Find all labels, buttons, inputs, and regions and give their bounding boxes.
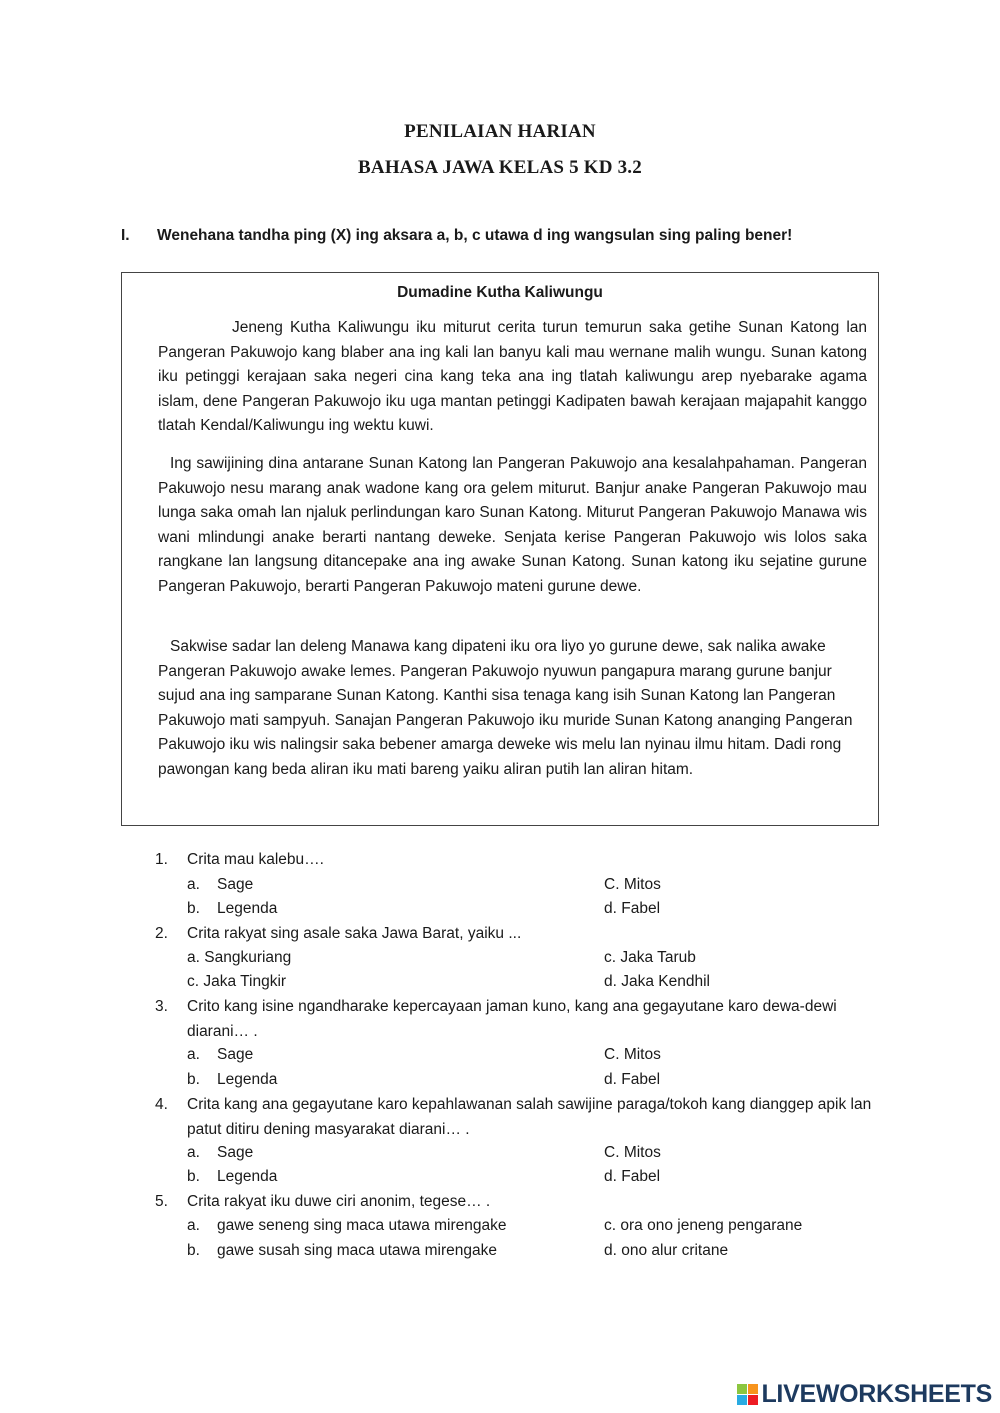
- option-letter: a.: [187, 876, 200, 893]
- option-letter: b.: [187, 1071, 200, 1088]
- option-letter: a.: [187, 949, 200, 966]
- option-3b[interactable]: [187, 1068, 277, 1093]
- instruction: [121, 227, 881, 245]
- option-letter: a.: [187, 1217, 200, 1234]
- question-text: Crita rakyat iku duwe ciri anonim, tegese… .: [187, 1193, 491, 1210]
- question-number: 5.: [155, 1193, 168, 1210]
- option-letter: c.: [604, 1217, 617, 1234]
- option-4c[interactable]: [604, 1141, 661, 1166]
- option-letter: a.: [187, 1046, 200, 1063]
- question-number: 1.: [155, 851, 168, 868]
- option-text: Fabel: [621, 900, 661, 917]
- option-3c[interactable]: [604, 1043, 661, 1068]
- option-letter: d.: [604, 1242, 617, 1259]
- option-5b[interactable]: [187, 1239, 497, 1264]
- option-text: Mitos: [623, 1144, 661, 1161]
- option-4b[interactable]: [187, 1165, 277, 1190]
- option-text: gawe susah sing maca utawa mirengake: [217, 1242, 498, 1259]
- story-paragraph-1: Jeneng Kutha Kaliwungu iku miturut cerita turun temurun saka getihe Sunan Katong lan Pangeran Pakuwojo kang blaber ana ing kali lan banyu kali mau wernane malih wungu. Sunan katong iku petinggi kerajaan saka negeri cina kang teka ana ing tlatah kaliwungu arep nyebarake agama islam, dene Pangeran Pakuwojo iku uga mantan petinggi Kadipaten bawah kerajaan majapahit kanggo tlatah Kendal/Kaliwungu ing wektu kuwi.: [158, 319, 867, 434]
- option-5c[interactable]: [604, 1214, 802, 1239]
- option-1a[interactable]: [187, 873, 253, 898]
- option-2c-alt[interactable]: [187, 970, 286, 995]
- question-text: Crita mau kalebu….: [187, 851, 324, 868]
- option-letter: d.: [604, 1168, 617, 1185]
- instruction-number: I.: [121, 227, 130, 244]
- option-text: Sage: [217, 1144, 254, 1161]
- question-number: 4.: [155, 1096, 168, 1113]
- option-2c[interactable]: [604, 946, 696, 971]
- option-text: Fabel: [621, 1071, 661, 1088]
- option-text: ono alur critane: [621, 1242, 729, 1259]
- option-letter: d.: [604, 900, 617, 917]
- option-text: Legenda: [217, 1168, 278, 1185]
- option-text: Mitos: [623, 1046, 661, 1063]
- option-letter: b.: [187, 900, 200, 917]
- page-title: PENILAIAN HARIAN: [404, 121, 596, 142]
- question-number: 2.: [155, 925, 168, 942]
- option-letter: C.: [604, 1144, 620, 1161]
- logo-text: LIVEWORKSHEETS: [761, 1379, 992, 1408]
- option-letter: c.: [187, 973, 200, 990]
- question-text: Crita kang ana gegayutane karo kepahlawanan salah sawijine paraga/tokoh kang dianggep apik lan patut ditiru dening masyarakat diarani… .: [187, 1096, 872, 1138]
- option-text: Legenda: [217, 900, 278, 917]
- option-4d[interactable]: [604, 1165, 660, 1190]
- question-text: Crita rakyat sing asale saka Jawa Barat, yaiku ...: [187, 925, 522, 942]
- story-box: [121, 272, 879, 826]
- page-subtitle: BAHASA JAWA KELAS 5 KD 3.2: [358, 157, 642, 178]
- option-text: Fabel: [621, 1168, 661, 1185]
- option-5a[interactable]: [187, 1214, 507, 1239]
- question-number: 3.: [155, 998, 168, 1015]
- instruction-text: Wenehana tandha ping (X) ing aksara a, b, c utawa d ing wangsulan sing paling bener!: [157, 227, 793, 244]
- story-paragraph-3: Sakwise sadar lan deleng Manawa kang dipateni iku ora liyo yo gurune dewe, sak nalika awake Pangeran Pakuwojo awake lemes. Pangeran Pakuwojo nyuwun pangapura marang gurune banjur sujud ana ing samparane Sunan Katong. Kanthi sisa tenaga kang isih Sunan Katong lan Pangeran Pakuwojo mati sampyuh. Sanajan Pangeran Pakuwojo iku muride Sunan Katong ananging Pangeran Pakuwojo iku wis nalingsir saka bebener amarga deweke wis melu lan nyinau ilmu hitam. Dadi rong pawongan kang beda aliran iku mati bareng yaiku aliran putih lan aliran hitam.: [158, 638, 853, 778]
- option-3a[interactable]: [187, 1043, 253, 1068]
- question-text: Crito kang isine ngandharake kepercayaan jaman kuno, kang ana gegayutane karo dewa-dewi diarani… .: [187, 998, 837, 1040]
- option-2a[interactable]: [187, 946, 291, 971]
- option-letter: C.: [604, 1046, 620, 1063]
- option-1d[interactable]: [604, 897, 660, 922]
- option-text: ora ono jeneng pengarane: [620, 1217, 803, 1234]
- option-2d[interactable]: [604, 970, 710, 995]
- logo-grid-icon: [737, 1384, 758, 1405]
- option-4a[interactable]: [187, 1141, 253, 1166]
- option-text: Jaka Tarub: [620, 949, 696, 966]
- option-text: Legenda: [217, 1071, 278, 1088]
- story-paragraph-2: Ing sawijining dina antarane Sunan Katong lan Pangeran Pakuwojo ana kesalahpahaman. Pangeran Pakuwojo nesu marang anak wadone kang ora gelem miturut. Banjur anake Pangeran Pakuwojo mau lunga saka omah lan njaluk perlindungan karo Sunan Katong. Miturut Pangeran Pakuwojo Manawa wis wani mlindungi anake berarti nantang deweke. Senjata kerise Pangeran Pakuwojo wis lolos saka rangkane lan langsung ditancepake ana ing awake Sunan Katong. Sunan katong iku sejatine gurune Pangeran Pakuwojo, berarti Pangeran Pakuwojo mateni gurune dewe.: [158, 455, 867, 595]
- option-text: Jaka Tingkir: [203, 973, 287, 990]
- option-5d[interactable]: [604, 1239, 728, 1264]
- option-letter: d.: [604, 973, 617, 990]
- option-3d[interactable]: [604, 1068, 660, 1093]
- option-text: Sangkuriang: [204, 949, 292, 966]
- option-text: Sage: [217, 876, 254, 893]
- option-text: Jaka Kendhil: [621, 973, 711, 990]
- option-text: gawe seneng sing maca utawa mirengake: [217, 1217, 507, 1234]
- option-text: Mitos: [623, 876, 661, 893]
- option-1c[interactable]: [604, 873, 661, 898]
- option-letter: a.: [187, 1144, 200, 1161]
- option-letter: b.: [187, 1168, 200, 1185]
- option-letter: C.: [604, 876, 620, 893]
- option-1b[interactable]: [187, 897, 277, 922]
- option-letter: b.: [187, 1242, 200, 1259]
- option-letter: c.: [604, 949, 617, 966]
- option-text: Sage: [217, 1046, 254, 1063]
- liveworksheets-logo[interactable]: [737, 1378, 992, 1410]
- option-letter: d.: [604, 1071, 617, 1088]
- story-title: Dumadine Kutha Kaliwungu: [397, 284, 603, 301]
